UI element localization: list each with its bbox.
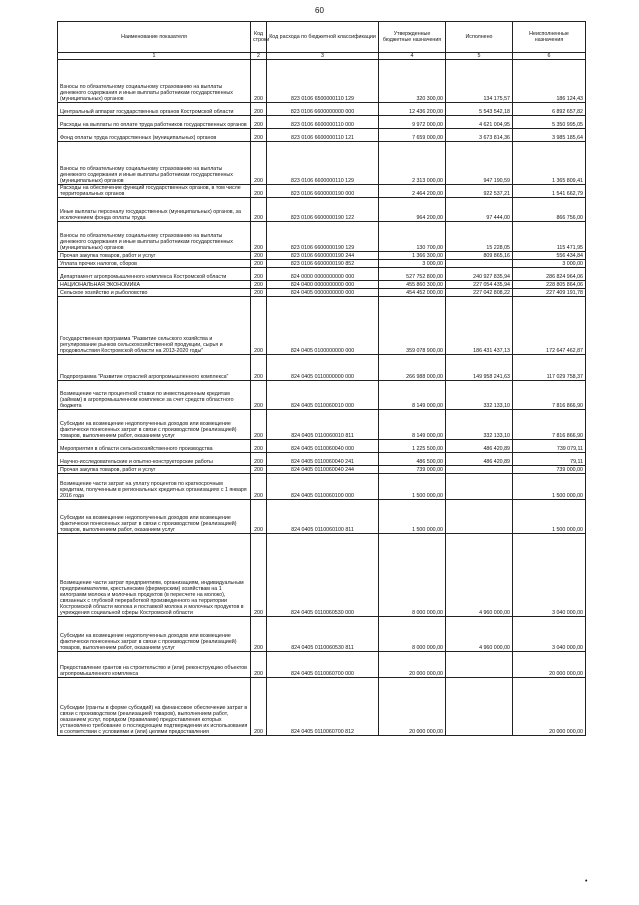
header-line-code: Код строки [251, 22, 267, 53]
row-line-code: 200 [251, 222, 267, 252]
row-line-code: 200 [251, 185, 267, 198]
row-executed [446, 678, 513, 736]
row-budget-code: 824 0405 0110060010 000 [267, 381, 379, 410]
row-name: Возмещение части затрат на уплату процентов по краткосрочным кредитам, полученным в региональных кредитных организациях с 1 января 2016 года [58, 474, 251, 500]
row-line-code: 200 [251, 198, 267, 222]
row-executed: 947 190,59 [446, 142, 513, 185]
row-unexecuted: 79,11 [513, 453, 586, 466]
row-unexecuted: 556 434,84 [513, 252, 586, 260]
row-executed: 4 960 000,00 [446, 534, 513, 617]
table-row [58, 129, 586, 142]
table-row [58, 381, 586, 410]
row-budget-code: 824 0405 0110060010 811 [267, 410, 379, 440]
row-line-code: 200 [251, 60, 267, 103]
row-budget-code: 823 0106 6600000110 000 [267, 116, 379, 129]
col-number: 5 [446, 53, 513, 60]
table-row [58, 103, 586, 116]
table-row [58, 260, 586, 268]
row-line-code: 200 [251, 260, 267, 268]
table-row [58, 617, 586, 652]
row-unexecuted: 1 500 000,00 [513, 474, 586, 500]
row-budget-code: 823 0106 6600000110 121 [267, 129, 379, 142]
row-name: Возмещение части затрат предприятиям, организациям, индивидуальным предпринимателям, крестьянским (фермерским) хозяйствам на 1 килограмм молока и молочных продуктов (в пересчете на молоко), связанных с глубокой переработкой произведенного на территории Костромской области молока и поставкой молока и молочных продуктов в учреждения социальной сферы Костромской области [58, 534, 251, 617]
row-approved: 1 500 000,00 [379, 474, 446, 500]
table-row [58, 142, 586, 185]
row-line-code: 200 [251, 103, 267, 116]
row-approved: 12 436 200,00 [379, 103, 446, 116]
row-line-code: 200 [251, 453, 267, 466]
table-row [58, 222, 586, 252]
row-budget-code: 824 0405 0110060530 811 [267, 617, 379, 652]
row-budget-code: 824 0405 0110060040 000 [267, 440, 379, 453]
table-row [58, 60, 586, 103]
row-name: НАЦИОНАЛЬНАЯ ЭКОНОМИКА [58, 281, 251, 289]
row-budget-code: 823 0106 6500000110 129 [267, 60, 379, 103]
row-line-code: 200 [251, 381, 267, 410]
row-executed [446, 652, 513, 678]
row-name: Взносы по обязательному социальному страхованию на выплаты денежного содержания и иные выплаты работникам государственных (муниципальных) органов [58, 142, 251, 185]
row-budget-code: 824 0405 0000000000 000 [267, 289, 379, 297]
row-name: Государственная программа "Развитие сельского хозяйства и регулирование рынков сельскохозяйственной продукции, сырья и продовольствия Костромской области на 2013-2020 годы" [58, 297, 251, 355]
row-budget-code: 823 0106 6600000000 000 [267, 103, 379, 116]
row-approved: 2 464 200,00 [379, 185, 446, 198]
row-budget-code: 824 0405 0110060100 811 [267, 500, 379, 534]
row-name: Субсидии на возмещение недополученных доходов или возмещение фактически понесенных затрат в связи с производством (реализацией) товаров, выполнением работ, оказанием услуг [58, 410, 251, 440]
table-row [58, 534, 586, 617]
row-executed: 486 420,89 [446, 453, 513, 466]
row-line-code: 200 [251, 617, 267, 652]
table-row [58, 281, 586, 289]
row-budget-code: 823 0106 6600000190 244 [267, 252, 379, 260]
row-unexecuted: 1 365 809,41 [513, 142, 586, 185]
row-executed: 4 960 000,00 [446, 617, 513, 652]
row-budget-code: 824 0000 0000000000 000 [267, 268, 379, 281]
row-approved: 455 860 300,00 [379, 281, 446, 289]
row-approved: 3 000,00 [379, 260, 446, 268]
row-budget-code: 823 0106 6600000190 000 [267, 185, 379, 198]
table-row [58, 466, 586, 474]
row-name: Прочая закупка товаров, работ и услуг [58, 466, 251, 474]
row-unexecuted: 186 124,43 [513, 60, 586, 103]
table-row [58, 500, 586, 534]
row-name: Департамент агропромышленного комплекса Костромской области [58, 268, 251, 281]
row-executed: 332 133,10 [446, 381, 513, 410]
col-number: 6 [513, 53, 586, 60]
row-approved: 130 700,00 [379, 222, 446, 252]
row-approved: 20 000 000,00 [379, 678, 446, 736]
row-approved: 8 000 000,00 [379, 617, 446, 652]
table-body [58, 60, 586, 736]
row-unexecuted: 3 040 000,00 [513, 534, 586, 617]
row-name: Сельское хозяйство и рыболовство [58, 289, 251, 297]
table-row [58, 355, 586, 381]
row-name: Субсидии (гранты в форме субсидий) на финансовое обеспечение затрат в связи с производством (реализацией товаров), выполнением работ, оказанием услуг, порядком (правилами) предоставления которых установлено требование о последующем подтверждении их использования в соответствии с условиями и (или) целями предоставления [58, 678, 251, 736]
row-executed: 3 673 814,36 [446, 129, 513, 142]
row-approved: 1 225 500,00 [379, 440, 446, 453]
row-budget-code: 823 0106 6600000190 129 [267, 222, 379, 252]
row-budget-code: 824 0405 0110060530 000 [267, 534, 379, 617]
row-executed: 240 927 835,94 [446, 268, 513, 281]
row-unexecuted: 7 816 866,90 [513, 381, 586, 410]
row-line-code: 200 [251, 500, 267, 534]
row-unexecuted: 3 000,00 [513, 260, 586, 268]
header-unexecuted: Неисполненные назначения [513, 22, 586, 53]
row-line-code: 200 [251, 474, 267, 500]
row-line-code: 200 [251, 534, 267, 617]
row-line-code: 200 [251, 297, 267, 355]
row-line-code: 200 [251, 289, 267, 297]
table-row [58, 297, 586, 355]
row-approved: 1 500 000,00 [379, 500, 446, 534]
row-executed: 227 054 435,94 [446, 281, 513, 289]
table-row [58, 440, 586, 453]
row-executed: 134 175,57 [446, 60, 513, 103]
table-row [58, 474, 586, 500]
row-approved: 1 366 300,00 [379, 252, 446, 260]
row-line-code: 200 [251, 410, 267, 440]
row-line-code: 200 [251, 355, 267, 381]
header-budget-code: Код расхода по бюджетной классификации [267, 22, 379, 53]
table-row [58, 453, 586, 466]
col-number: 2 [251, 53, 267, 60]
row-approved: 8 149 000,00 [379, 410, 446, 440]
row-name: Уплата прочих налогов, сборов [58, 260, 251, 268]
row-name: Предоставление грантов на строительство и (или) реконструкцию объектов агропромышленного комплекса [58, 652, 251, 678]
row-executed: 486 420,89 [446, 440, 513, 453]
table-row [58, 410, 586, 440]
row-line-code: 200 [251, 142, 267, 185]
budget-table [57, 21, 586, 736]
row-line-code: 200 [251, 678, 267, 736]
row-name: Фонд оплаты труда государственных (муниципальных) органов [58, 129, 251, 142]
row-approved: 2 313 000,00 [379, 142, 446, 185]
row-name: Подпрограмма "Развитие отраслей агропромышленного комплекса" [58, 355, 251, 381]
row-executed: 922 537,21 [446, 185, 513, 198]
row-name: Расходы на обеспечение функций государственных органов, в том числе территориальных органов [58, 185, 251, 198]
row-unexecuted: 117 029 758,37 [513, 355, 586, 381]
row-line-code: 200 [251, 252, 267, 260]
footer-mark: • [585, 878, 588, 885]
row-line-code: 200 [251, 281, 267, 289]
row-executed: 97 444,00 [446, 198, 513, 222]
row-executed: 186 431 437,13 [446, 297, 513, 355]
row-executed: 227 042 808,22 [446, 289, 513, 297]
row-name: Научно-исследовательские и опытно-конструкторские работы [58, 453, 251, 466]
row-approved: 8 000 000,00 [379, 534, 446, 617]
row-approved: 320 300,00 [379, 60, 446, 103]
row-approved: 9 972 000,00 [379, 116, 446, 129]
row-unexecuted: 20 000 000,00 [513, 652, 586, 678]
row-approved: 7 659 000,00 [379, 129, 446, 142]
row-executed [446, 500, 513, 534]
row-unexecuted: 7 816 866,90 [513, 410, 586, 440]
table-header-row [58, 22, 586, 53]
row-budget-code: 824 0405 0110060100 000 [267, 474, 379, 500]
row-unexecuted: 5 350 995,05 [513, 116, 586, 129]
row-executed: 15 228,05 [446, 222, 513, 252]
row-approved: 8 149 000,00 [379, 381, 446, 410]
row-name: Центральный аппарат государственных органов Костромской области [58, 103, 251, 116]
row-budget-code: 824 0405 0110060040 241 [267, 453, 379, 466]
row-unexecuted: 739 079,11 [513, 440, 586, 453]
row-unexecuted: 739 000,00 [513, 466, 586, 474]
row-budget-code: 824 0405 0110060700 812 [267, 678, 379, 736]
row-unexecuted: 228 805 864,06 [513, 281, 586, 289]
row-name: Иные выплаты персоналу государственных (муниципальных) органов, за исключением фонда оплаты труда [58, 198, 251, 222]
row-unexecuted: 3 985 185,64 [513, 129, 586, 142]
column-number-row [58, 53, 586, 60]
row-approved: 527 752 800,00 [379, 268, 446, 281]
table-row [58, 252, 586, 260]
row-unexecuted: 227 409 191,78 [513, 289, 586, 297]
col-number: 4 [379, 53, 446, 60]
row-budget-code: 824 0400 0000000000 000 [267, 281, 379, 289]
table-row [58, 652, 586, 678]
row-executed: 809 865,16 [446, 252, 513, 260]
row-name: Взносы по обязательному социальному страхованию на выплаты денежного содержания и иные выплаты работникам государственных (муниципальных) органов [58, 60, 251, 103]
row-approved: 359 078 900,00 [379, 297, 446, 355]
row-executed [446, 466, 513, 474]
row-budget-code: 823 0106 6600000190 122 [267, 198, 379, 222]
row-executed: 5 543 542,18 [446, 103, 513, 116]
row-executed: 4 621 004,95 [446, 116, 513, 129]
row-budget-code: 823 0106 6600000190 852 [267, 260, 379, 268]
row-budget-code: 824 0405 0110060040 244 [267, 466, 379, 474]
row-line-code: 200 [251, 466, 267, 474]
row-unexecuted: 6 892 657,82 [513, 103, 586, 116]
table-row [58, 198, 586, 222]
row-executed [446, 260, 513, 268]
row-name: Прочая закупка товаров, работ и услуг [58, 252, 251, 260]
header-name: Наименование показателя [58, 22, 251, 53]
header-executed: Исполнено [446, 22, 513, 53]
row-line-code: 200 [251, 440, 267, 453]
row-budget-code: 824 0405 0100000000 000 [267, 297, 379, 355]
row-name: Взносы по обязательному социальному страхованию на выплаты денежного содержания и иные выплаты работникам государственных (муниципальных) органов [58, 222, 251, 252]
row-unexecuted: 866 756,00 [513, 198, 586, 222]
row-line-code: 200 [251, 652, 267, 678]
row-line-code: 200 [251, 129, 267, 142]
row-approved: 739 000,00 [379, 466, 446, 474]
row-approved: 20 000 000,00 [379, 652, 446, 678]
col-number: 1 [58, 53, 251, 60]
row-name: Расходы на выплаты по оплате труда работников государственных органов [58, 116, 251, 129]
row-line-code: 200 [251, 268, 267, 281]
header-approved: Утвержденные бюджетные назначения [379, 22, 446, 53]
row-name: Субсидии на возмещение недополученных доходов или возмещение фактически понесенных затрат в связи с производством (реализацией) товаров, выполнением работ, оказанием услуг [58, 500, 251, 534]
row-budget-code: 824 0405 0110060700 000 [267, 652, 379, 678]
table-row [58, 268, 586, 281]
row-unexecuted: 172 647 462,87 [513, 297, 586, 355]
row-approved: 454 452 000,00 [379, 289, 446, 297]
col-number: 3 [267, 53, 379, 60]
row-approved: 486 500,00 [379, 453, 446, 466]
row-budget-code: 824 0405 0110000000 000 [267, 355, 379, 381]
table-row [58, 185, 586, 198]
row-unexecuted: 286 824 964,06 [513, 268, 586, 281]
row-budget-code: 823 0106 6600000110 129 [267, 142, 379, 185]
row-approved: 964 200,00 [379, 198, 446, 222]
row-unexecuted: 1 541 662,79 [513, 185, 586, 198]
row-unexecuted: 3 040 000,00 [513, 617, 586, 652]
row-unexecuted: 115 471,95 [513, 222, 586, 252]
row-unexecuted: 1 500 000,00 [513, 500, 586, 534]
row-executed [446, 474, 513, 500]
page-number: 60 [315, 6, 324, 15]
table-row [58, 116, 586, 129]
row-unexecuted: 20 000 000,00 [513, 678, 586, 736]
row-name: Мероприятия в области сельскохозяйственного производства [58, 440, 251, 453]
row-approved: 266 988 000,00 [379, 355, 446, 381]
row-executed: 332 133,10 [446, 410, 513, 440]
table-row [58, 678, 586, 736]
row-name: Возмещение части процентной ставки по инвестиционным кредитам (займам) в агропромышленном комплексе за счет средств областного бюджета [58, 381, 251, 410]
row-name: Субсидии на возмещение недополученных доходов или возмещение фактически понесенных затрат в связи с производством (реализацией) товаров, выполнением работ, оказанием услуг [58, 617, 251, 652]
row-line-code: 200 [251, 116, 267, 129]
row-executed: 149 958 241,63 [446, 355, 513, 381]
table-row [58, 289, 586, 297]
